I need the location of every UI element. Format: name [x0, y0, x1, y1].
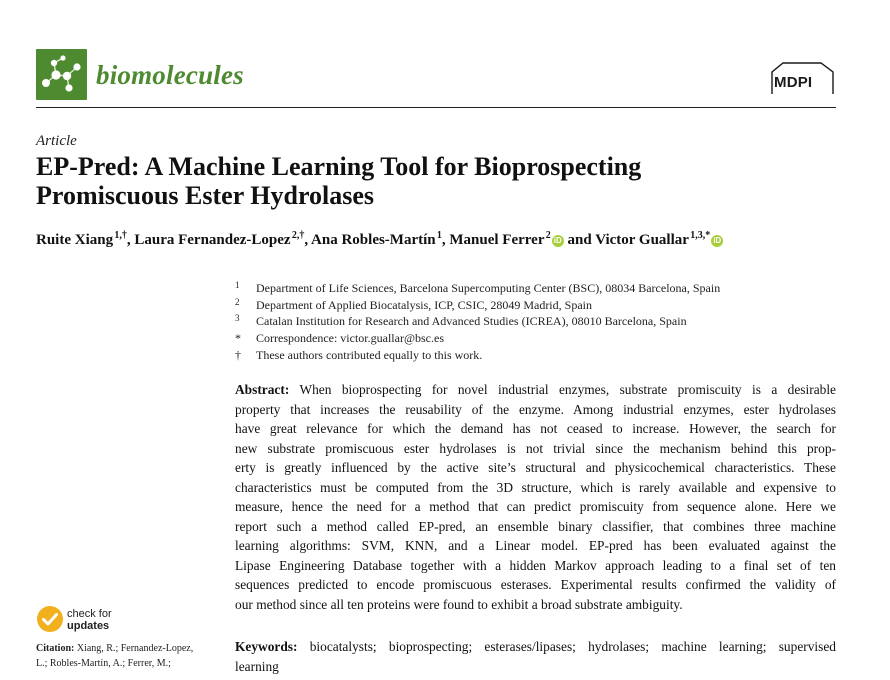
- orcid-icon[interactable]: iD: [713, 236, 722, 245]
- author-affil-mark: 1: [436, 230, 442, 241]
- affiliation-item: [235, 330, 835, 347]
- check-updates-line: check for: [67, 608, 112, 620]
- publisher-name: MDPI: [774, 74, 813, 91]
- citation-text: Xiang, R.; Fernandez-Lopez,: [74, 643, 194, 654]
- citation-line: L.; Robles-Martín, A.; Ferrer, M.;: [36, 658, 171, 669]
- author-separator: ,: [441, 232, 450, 248]
- author-name[interactable]: Ruite Xiang: [36, 232, 114, 248]
- journal-logo: [36, 49, 87, 100]
- author-name[interactable]: Manuel Ferrer: [449, 232, 545, 248]
- abstract-line: our method since all ten proteins were found to exhibit a broad substrate ambiguity.: [235, 597, 683, 613]
- author-separator: and: [563, 232, 596, 248]
- author-affil-mark: 1,3,*: [690, 230, 711, 241]
- affiliation-text: Department of Life Sciences, Barcelona Supercomputing Center (BSC), 08034 Barcelona, Spain: [256, 281, 721, 295]
- abstract-line: report such a method called EP-pred, an ensemble binary classifier, that combines three machine: [235, 518, 836, 534]
- keywords-label: Keywords:: [235, 639, 298, 654]
- abstract-line: Lipase Engineering Database together with a hidden Markov approach leading to a final set of ten: [235, 557, 836, 573]
- affiliation-text: Department of Applied Biocatalysis, ICP, CSIC, 28049 Madrid, Spain: [256, 297, 592, 312]
- molecule-icon: [36, 49, 87, 100]
- author-affil-mark: 2,†: [291, 230, 305, 241]
- author-name[interactable]: Victor Guallar: [595, 232, 689, 248]
- citation-label: Citation:: [36, 643, 75, 654]
- article-title: [36, 152, 836, 210]
- publisher-logo: [771, 62, 834, 95]
- affiliation-mark: 1: [235, 280, 240, 290]
- keywords: [235, 637, 836, 676]
- abstract-line: sequences predicted to encode promiscuous esterases. Experimental results confirmed the validity of: [235, 577, 836, 593]
- journal-name: biomolecules: [96, 60, 244, 90]
- abstract-line: new substrate promiscuous ester hydrolases is not trivial since the mechanism behind this prop-: [235, 440, 836, 456]
- affiliation-mark: †: [235, 347, 241, 362]
- author-affil-mark: 2: [545, 230, 551, 241]
- affiliation-item: [235, 347, 835, 364]
- abstract-line: have great relevance for which the demand has not ceased to increase. However, the search for: [235, 421, 836, 437]
- author-list: [36, 230, 856, 249]
- affiliation-item: [235, 280, 835, 297]
- abstract-line: characteristics must be computed from the 3D structure, which is rarely available and expensive to: [235, 479, 836, 495]
- affiliation-mark: *: [235, 331, 241, 346]
- check-for-updates-button[interactable]: [67, 608, 112, 632]
- affiliation-text: These authors contributed equally to this work.: [256, 347, 483, 362]
- header-divider: [36, 107, 836, 108]
- abstract-line: [235, 380, 836, 400]
- abstract-text: When bioprospecting for novel industrial enzymes, substrate promiscuity is a desirable: [289, 382, 836, 397]
- author-separator: ,: [126, 232, 135, 248]
- title-line: Promiscuous Ester Hydrolases: [36, 181, 375, 210]
- article-type: Article: [36, 133, 77, 149]
- abstract-line: measure, hence the need for a method that can predict promiscuity from sequence alone. Here we: [235, 499, 836, 515]
- affiliation-text: Catalan Institution for Research and Advanced Studies (ICREA), 08010 Barcelona, Spain: [256, 314, 687, 329]
- abstract-line: property that increases the reusability of the enzyme. Among industrial enzymes, ester hydrolases: [235, 401, 836, 417]
- keywords-text: biocatalysts; bioprospecting; esterases/lipases; hydrolases; machine learning; supervised: [297, 639, 836, 654]
- keywords-line: [235, 637, 836, 657]
- title-line: EP-Pred: A Machine Learning Tool for Bioprospecting: [36, 152, 642, 181]
- affiliation-mark: 3: [235, 313, 240, 324]
- abstract-line: learning algorithms: SVM, KNN, and a Linear model. EP-pred has been evaluated against the: [235, 538, 836, 554]
- abstract: [235, 380, 836, 615]
- citation-line: [36, 641, 226, 656]
- affiliation-item: [235, 313, 835, 330]
- author-name[interactable]: Laura Fernandez-Lopez: [134, 232, 291, 248]
- abstract-line: erty is greatly influenced by the active site’s structural and physicochemical characteristics. These: [235, 460, 836, 476]
- author-name[interactable]: Ana Robles-Martín: [311, 232, 436, 248]
- author-affil-mark: 1,†: [114, 230, 127, 241]
- affiliation-mark: 2: [235, 296, 240, 307]
- affiliations: [235, 280, 835, 363]
- author-separator: ,: [304, 232, 312, 248]
- check-for-updates-icon[interactable]: [36, 605, 64, 633]
- correspondence-text[interactable]: Correspondence: victor.guallar@bsc.es: [256, 331, 444, 346]
- orcid-icon[interactable]: iD: [553, 236, 562, 245]
- affiliation-item: [235, 297, 835, 314]
- abstract-label: Abstract:: [235, 382, 290, 397]
- citation: [36, 641, 226, 671]
- keywords-line: learning: [235, 658, 279, 674]
- check-updates-line: updates: [67, 620, 110, 632]
